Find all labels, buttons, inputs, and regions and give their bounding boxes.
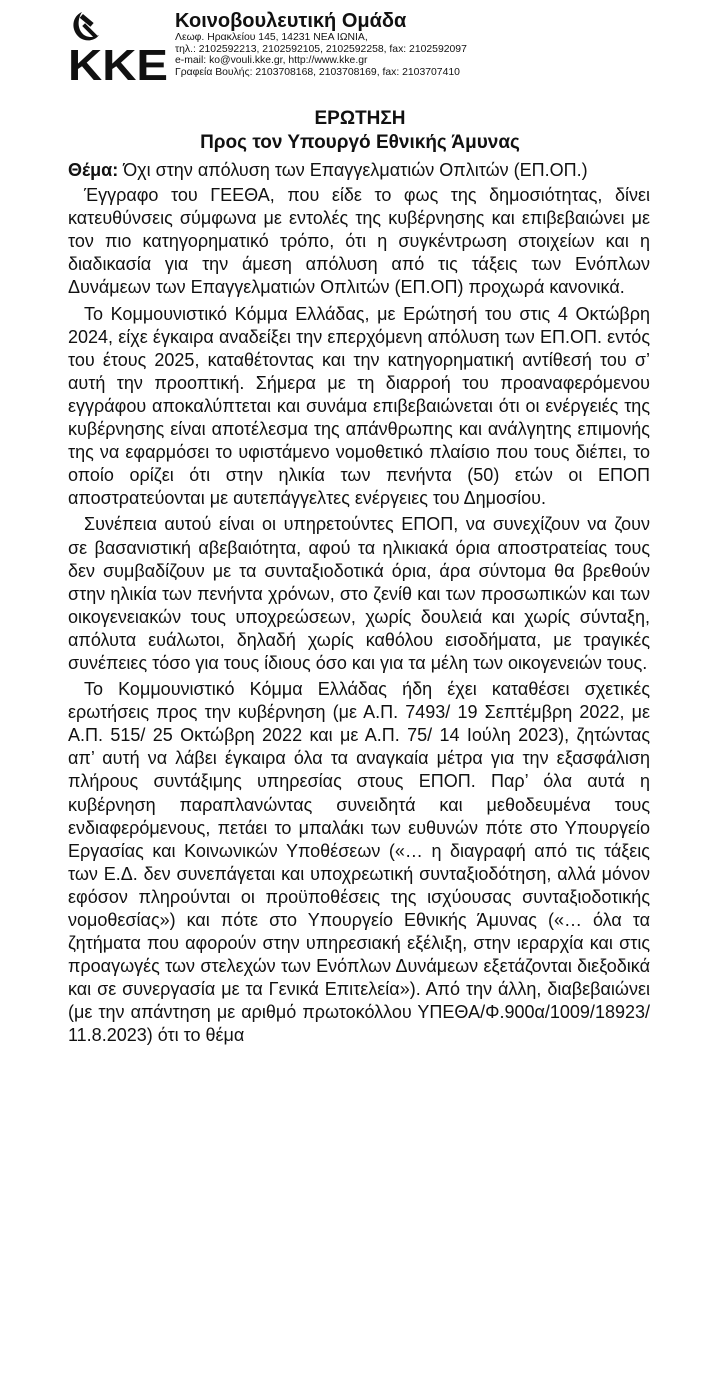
document-body — [68, 159, 650, 1051]
email-line: e-mail: ko@vouli.kke.gr, http://www.kke.gr — [175, 55, 368, 67]
parliament-offices-line: Γραφεία Βουλής: 2103708168, 2103708169, fax: 2103707410 — [175, 66, 460, 78]
letterhead-text — [175, 10, 467, 78]
phone-line: τηλ.: 2102592213, 2102592105, 2102592258, fax: 2102592097 — [175, 43, 467, 55]
paragraph-1: Έγγραφο του ΓΕΕΘΑ, που είδε το φως της δημοσιότητας, δίνει κατευθύνσεις σύμφωνα με εντολές της κυβέρνησης και επιβεβαιώνει με τον πιο κατηγορηματικό τρόπο, ότι η συγκέντρωση στοιχείων και η διαδικασία για την άμεση απόλυση από τις τάξεις των Ενόπλων Δυνάμεων των Επαγγελματιών Οπλιτών (ΕΠ.ΟΠ) προχωρά κανονικά. — [68, 185, 650, 298]
paragraph-3: Συνέπεια αυτού είναι οι υπηρετούντες ΕΠΟΠ, να συνεχίζουν να ζουν σε βασανιστική αβεβαιότητα, αφού τα ηλικιακά όρια αποστρατείας τους δεν συμβαδίζουν με τα συνταξιοδοτικά όρια, άρα σύντομα θα βρεθούν στην ηλικία των πενήντα χρόνων, στο ζενίθ και των προσωπικών και των οικογενειακών τους υποχρεώσεων, χωρίς δουλειά και χωρίς σύνταξη, απόλυτα ευάλωτοι, δηλαδή χωρίς καθόλου εισοδήματα, με τραγικές συνέπειες τόσο για τους ίδιους όσο και για τα μέλη των οικογενειών τους. — [68, 514, 650, 673]
letterhead — [68, 8, 708, 92]
address-line: Λεωφ. Ηρακλείου 145, 14231 ΝΕΑ ΙΩΝΙΑ, — [175, 32, 368, 43]
paragraph-4: Το Κομμουνιστικό Κόμμα Ελλάδας ήδη έχει καταθέσει σχετικές ερωτήσεις προς την κυβέρνηση (με Α.Π. 7493/ 19 Σεπτέμβρη 2022, με Α.Π. 515/ 25 Οκτώβρη 2022 και με Α.Π. 75/ 14 Ιούλη 2023), ζητώντας απ’ αυτή να λάβει έγκαιρα όλα τα αναγκαία μέτρα για την εξασφάλιση πλήρους συντάξιμης υπηρεσίας στους ΕΠΟΠ. Παρ’ όλα αυτά η κυβέρνηση παραπλανώντας συνειδητά και μεθοδευμένα τους ενδιαφερόμενους, πετάει το μπαλάκι των ευθυνών πότε στο Υπουργείο Εργασίας και Κοινωνικών Υποθέσεων («… η διαγραφή από τις τάξεις των Ε.Δ. δεν συνεπάγεται και υποχρεωτική συνταξιοδότηση, αλλά μόνον εφόσον πληρούνται οι προϋποθέσεις της ισχύουσας συνταξιοδοτικής νομοθεσίας») και πότε στο Υπουργείο Εθνικής Άμυνας («… όλα τα ζητήματα που αφορούν στην υπηρεσιακή εξέλιξη, στην ιεραρχία και στις προαγωγές των στελεχών των Ενόπλων Δυνάμεων εξετάζονται διεξοδικά και σε συνεργασία με τα Γενικά Επιτελεία»). Από την άλλη, διαβεβαιώνει (με την απάντηση με αριθμό πρωτοκόλλου ΥΠΕΘΑ/Φ.900α/1009/18923/ 11.8.2023) ότι το θέμα — [68, 679, 650, 1046]
subject-line — [68, 159, 650, 182]
document-heading: ΕΡΩΤΗΣΗ — [314, 108, 406, 129]
document-recipient: Προς τον Υπουργό Εθνικής Άμυνας — [200, 132, 520, 153]
org-title: Κοινοβουλευτική Ομάδα — [175, 10, 407, 32]
subject-label: Θέμα: — [68, 160, 119, 180]
subject-text: Όχι στην απόλυση των Επαγγελματιών Οπλιτών (ΕΠ.ΟΠ.) — [118, 160, 588, 180]
kke-logo — [68, 8, 172, 86]
logo-text: ΚΚΕ — [68, 41, 168, 86]
paragraph-2: Το Κομμουνιστικό Κόμμα Ελλάδας, με Ερώτησή του στις 4 Οκτώβρη 2024, είχε έγκαιρα αναδείξει την επερχόμενη απόλυση των ΕΠ.ΟΠ. εντός του έτους 2025, καταθέτοντας και την κατηγορηματική αντίθεσή του σ’ αυτή την προοπτική. Σήμερα με τη διαρροή του προαναφερόμενου εγγράφου αποκαλύπτεται και συνάμα επιβεβαιώνεται ότι οι ενέργειές της κυβέρνησης είναι αποτέλεσμα της απάνθρωπης και ανάλγητης επιμονής της να εφαρμόσει το υφιστάμενο νομοθετικό πλαίσιο που τους διέπει, το οποίο ορίζει ότι στην ηλικία των πενήντα (50) ετών οι ΕΠΟΠ αποστρατεύονται με αυτεπάγγελτες ενέργειες του Δημοσίου. — [68, 303, 650, 509]
